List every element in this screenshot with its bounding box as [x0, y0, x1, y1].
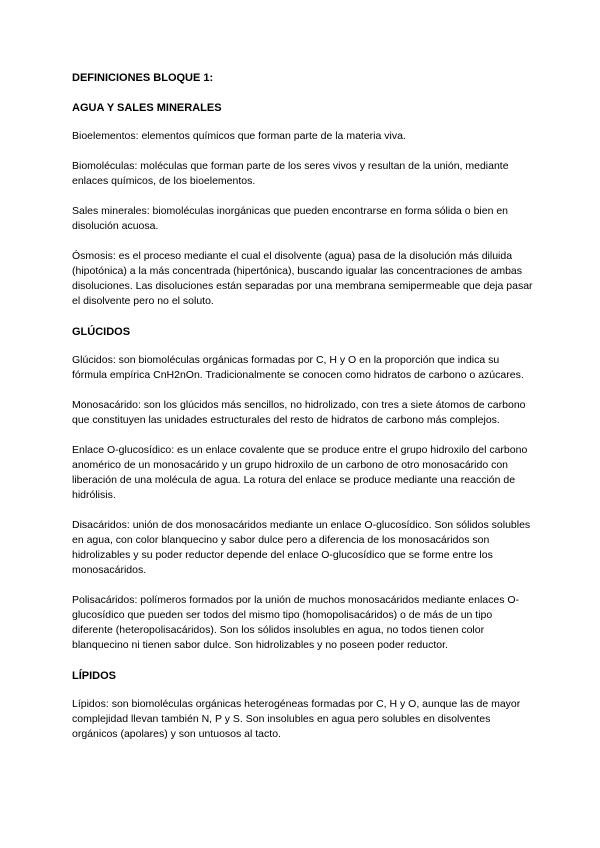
section-agua-sales-minerales	[72, 100, 534, 309]
definition-paragraph: Lípidos: son biomoléculas orgánicas heterogéneas formadas por C, H y O, aunque las de mayor complejidad llevan también N, P y S. Son insolubles en agua pero solubles en disolventes orgánicos (apolares) y son untuosos al tacto.	[72, 698, 521, 740]
document-title: DEFINICIONES BLOQUE 1:	[72, 72, 214, 84]
section-lipidos	[72, 668, 534, 742]
document-body	[72, 70, 534, 757]
definition-paragraph: Bioelementos: elementos químicos que forman parte de la materia viva.	[72, 130, 406, 142]
definition-paragraph: Enlace O-glucosídico: es un enlace covalente que se produce entre el grupo hidroxilo del carbono anomérico de un monosacárido y un grupo hidroxilo de un carbono de otro monosacárido con liberación de una molécula de agua. La rotura del enlace se produce mediante una reacción de hidrólisis.	[72, 444, 528, 501]
definition-paragraph: Glúcidos: son biomoléculas orgánicas formadas por C, H y O en la proporción que indica su fórmula empírica CnH2nOn. Tradicionalmente se conocen como hidratos de carbono o azúcares.	[72, 354, 524, 381]
section-heading: AGUA Y SALES MINERALES	[72, 102, 222, 114]
definition-paragraph: Biomoléculas: moléculas que forman parte de los seres vivos y resultan de la unión, mediante enlaces químicos, de los bioelementos.	[72, 160, 509, 187]
definition-paragraph: Disacáridos: unión de dos monosacáridos mediante un enlace O-glucosídico. Son sólidos solubles en agua, con color blanquecino y sabor dulce pero a diferencia de los monosacáridos son hidrolizables y su poder reductor depende del enlace O-glucosídico que se forme entre los monosacáridos.	[72, 519, 531, 576]
definition-paragraph: Polisacáridos: polímeros formados por la unión de muchos monosacáridos mediante enlaces O-glucosídico que pueden ser todos del mismo tipo (homopolisacáridos) o de más de un tipo diferente (heteropolisacáridos). Son los sólidos insolubles en agua, no todos tienen color blanquecino ni tienen sabor dulce. Son hidrolizables y no poseen poder reductor.	[72, 594, 520, 651]
definition-paragraph: Sales minerales: biomoléculas inorgánicas que pueden encontrarse en forma sólida o bien en disolución acuosa.	[72, 205, 509, 232]
section-heading: GLÚCIDOS	[72, 326, 131, 338]
definition-paragraph: Ósmosis: es el proceso mediante el cual el disolvente (agua) pasa de la disolución más diluida (hipotónica) a la más concentrada (hipertónica), buscando igualar las concentraciones de ambas disoluciones. Las disoluciones están separadas por una membrana semipermeable que deja pasar el disolvente pero no el soluto.	[72, 250, 533, 307]
section-heading: LÍPIDOS	[72, 670, 117, 682]
section-glucidos	[72, 324, 534, 653]
definition-paragraph: Monosacárido: son los glúcidos más sencillos, no hidrolizado, con tres a siete átomos de carbono que constituyen las unidades estructurales del resto de hidratos de carbono más complejos.	[72, 399, 526, 426]
